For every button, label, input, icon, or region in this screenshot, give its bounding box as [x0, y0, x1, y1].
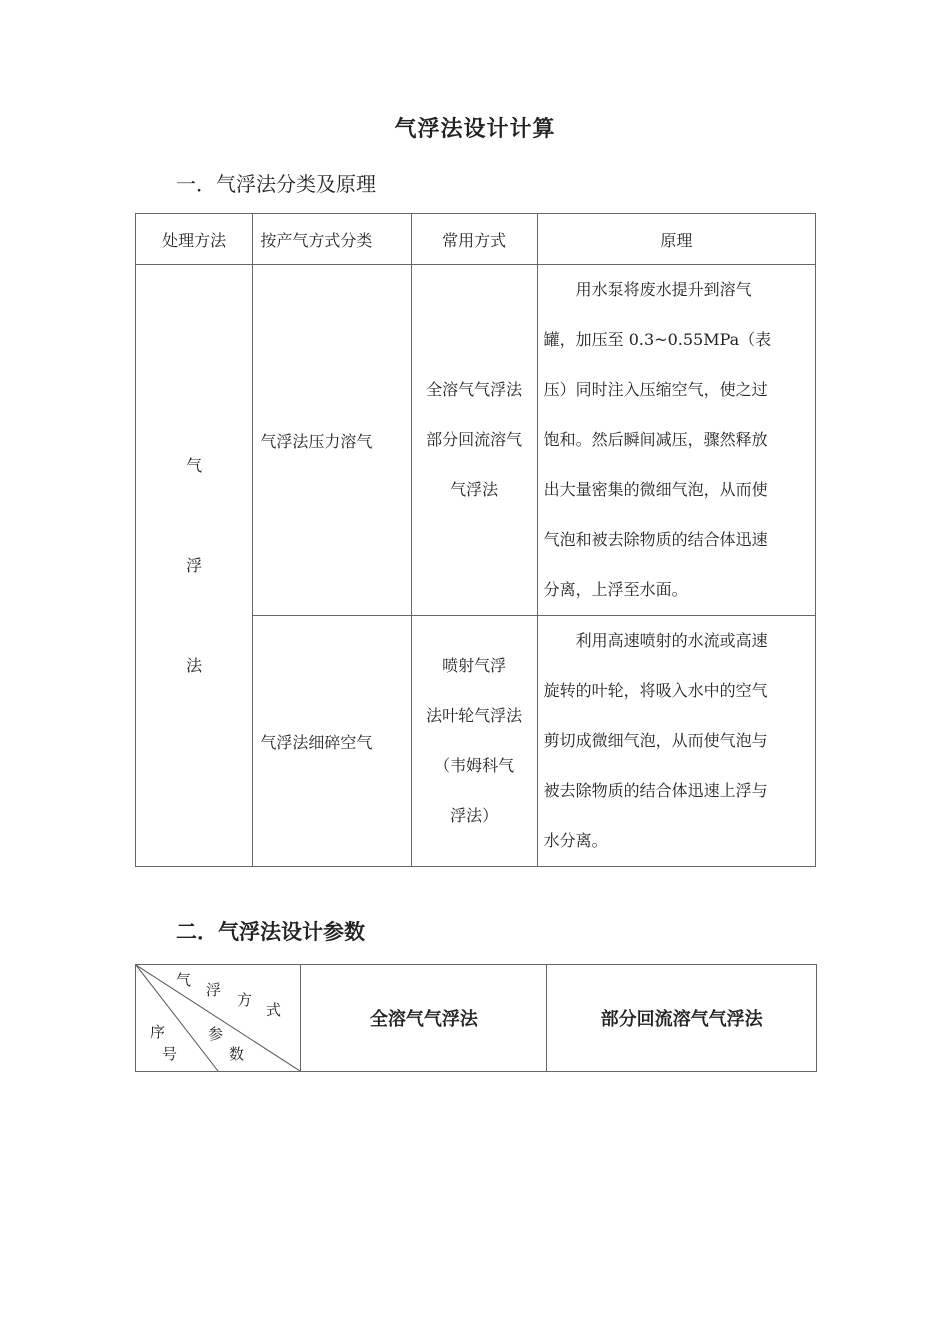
mode-line: 浮法） — [450, 806, 499, 825]
mode-line: （韦姆科气 — [434, 756, 515, 775]
principle-line: 出大量密集的微细气泡，从而使 — [543, 480, 768, 499]
method-cell — [136, 265, 253, 867]
principle-line: 旋转的叶轮，将吸入水中的空气 — [543, 681, 768, 700]
diag-label-top: 浮 — [206, 981, 222, 999]
column-header: 部分回流溶气气浮法 — [547, 965, 817, 1072]
principle-cell — [537, 616, 815, 867]
principle-line: 剪切成微细气泡，从而使气泡与 — [543, 731, 768, 750]
modes-cell — [411, 265, 537, 616]
diag-label-mid: 参 — [208, 1025, 224, 1043]
principle-line: 用水泵将废水提升到溶气 — [575, 280, 752, 299]
section-heading-1: 一．气浮法分类及原理 — [176, 172, 376, 196]
principle-line: 压）同时注入压缩空气，使之过 — [543, 380, 768, 399]
mode-line: 气浮法 — [450, 480, 499, 499]
page-title: 气浮法设计计算 — [394, 117, 556, 142]
section-heading-2: 二．气浮法设计参数 — [176, 920, 365, 944]
principle-cell — [537, 265, 815, 616]
principle-line: 饱和。然后瞬间减压，骤然释放 — [543, 430, 768, 449]
diag-label-mid: 数 — [229, 1045, 245, 1063]
design-parameters-table — [135, 964, 817, 1072]
mode-line: 法叶轮气浮法 — [426, 706, 523, 725]
mode-line: 全溶气气浮法 — [426, 380, 523, 399]
principle-line: 罐，加压至 0.3~0.55MPa（表 — [543, 330, 772, 349]
principle-line: 气泡和被去除物质的结合体迅速 — [543, 530, 768, 549]
diag-label-top: 式 — [266, 1001, 282, 1019]
diag-label-top: 气 — [176, 971, 192, 989]
mode-line: 部分回流溶气 — [426, 430, 523, 449]
modes-cell — [411, 616, 537, 867]
classification-table — [135, 213, 816, 867]
diag-label-top: 方 — [237, 991, 253, 1009]
category-cell: 气浮法压力溶气 — [253, 265, 411, 616]
diagonal-header-cell — [136, 965, 301, 1072]
principle-line: 被去除物质的结合体迅速上浮与 — [543, 781, 768, 800]
header-cell: 处理方法 — [136, 214, 253, 265]
column-header: 全溶气气浮法 — [301, 965, 547, 1072]
diag-label-left: 号 — [162, 1045, 178, 1063]
diag-label-left: 序 — [150, 1023, 166, 1041]
table-header-row — [136, 214, 816, 265]
method-char: 气 — [186, 455, 203, 475]
principle-line: 水分离。 — [543, 831, 608, 850]
mode-line: 喷射气浮 — [442, 656, 507, 675]
principle-line: 利用高速喷射的水流或高速 — [575, 631, 768, 650]
category-cell: 气浮法细碎空气 — [253, 616, 411, 867]
table-header-row — [136, 965, 817, 1072]
table-row — [136, 265, 816, 616]
method-char: 浮 — [186, 555, 203, 575]
header-cell: 原理 — [537, 214, 815, 265]
method-char: 法 — [186, 655, 203, 675]
header-cell: 常用方式 — [411, 214, 537, 265]
principle-line: 分离，上浮至水面。 — [543, 580, 688, 599]
header-cell: 按产气方式分类 — [253, 214, 411, 265]
